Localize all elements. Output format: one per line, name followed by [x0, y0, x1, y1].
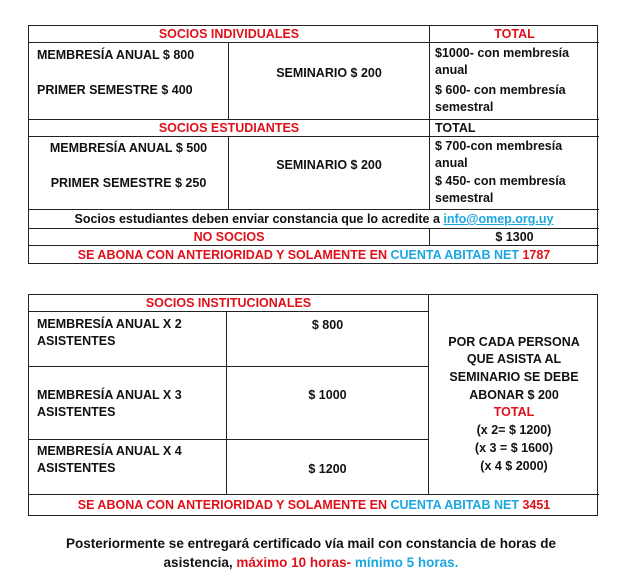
institutional-row-4-label-b: ASISTENTES	[37, 461, 116, 475]
student-total-semester: $ 450- con membresía	[435, 174, 566, 188]
individual-total-annual: $1000- con membresía	[435, 46, 570, 60]
institutional-row-4-price: $ 1200	[308, 462, 347, 476]
header-total-text: TOTAL	[494, 27, 535, 41]
pricing-table-individuals-students	[28, 25, 598, 264]
header-students-total	[430, 120, 599, 137]
certificate-notice-line-2	[0, 553, 622, 572]
payment-text-2: SE ABONA CON ANTERIORIDAD Y SOLAMENTE EN	[77, 498, 391, 512]
pricing-table-institutional	[28, 294, 598, 516]
institutional-row-4-label-a: MEMBRESÍA ANUAL X 4	[37, 444, 182, 458]
individual-first-semester: PRIMER SEMESTRE $ 400	[37, 83, 193, 97]
non-members-label: NO SOCIOS	[193, 230, 265, 244]
individual-seminar-price: SEMINARIO $ 200	[276, 66, 382, 80]
side-info-x2: (x 2= $ 1200)	[476, 423, 552, 437]
institutional-row-3-label-b: ASISTENTES	[37, 405, 116, 419]
institutional-row-4-price-cell	[227, 440, 429, 495]
non-members-price: $ 1300	[495, 230, 534, 244]
institutional-side-info	[429, 295, 599, 495]
institutional-row-3-price: $ 1000	[308, 388, 347, 402]
side-info-x3: (x 3 = $ 1600)	[474, 441, 554, 455]
individual-total-semester-cont: semestral	[435, 100, 494, 114]
payment-number-2: 3451	[522, 498, 551, 512]
max-hours-text: máximo 10 horas	[236, 555, 347, 570]
student-fees-cell	[29, 137, 229, 210]
student-total-annual: $ 700-con membresía	[435, 139, 563, 153]
payment-row-1	[29, 246, 599, 264]
institutional-row-3-label-a: MEMBRESÍA ANUAL X 3	[37, 388, 182, 402]
header-students-total-text: TOTAL	[435, 121, 476, 135]
students-note-text: Socios estudiantes deben enviar constancia que lo acredite a	[74, 212, 444, 226]
non-members-price-cell	[430, 229, 599, 246]
payment-account-2: CUENTA ABITAB NET	[390, 498, 523, 512]
certificate-notice	[0, 534, 622, 572]
certificate-notice-line-1: Posteriormente se entregará certificado vía mail con constancia de horas de	[66, 536, 556, 551]
student-seminar-price: SEMINARIO $ 200	[276, 158, 382, 172]
header-socios-institucionales-text: SOCIOS INSTITUCIONALES	[145, 296, 312, 310]
non-members-label-cell	[29, 229, 430, 246]
payment-number-1: 1787	[522, 248, 551, 262]
institutional-row-2-label-a: MEMBRESÍA ANUAL X 2	[37, 317, 182, 331]
institutional-row-2-label	[29, 312, 227, 367]
students-note-row	[29, 210, 599, 229]
header-socios-individuales-text: SOCIOS INDIVIDUALES	[158, 27, 300, 41]
student-total-annual-cont: anual	[435, 156, 468, 170]
payment-text-1: SE ABONA CON ANTERIORIDAD Y SOLAMENTE EN	[77, 248, 391, 262]
min-hours-text: mínimo 5 horas.	[354, 555, 459, 570]
student-annual-membership: MEMBRESÍA ANUAL $ 500	[49, 141, 208, 155]
students-email-link[interactable]: info@omep.org.uy	[443, 212, 554, 226]
side-info-line-3: SEMINARIO SE DEBE	[449, 370, 579, 384]
side-info-x4: (x 4 $ 2000)	[480, 459, 548, 473]
institutional-row-2-label-b: ASISTENTES	[37, 334, 116, 348]
header-socios-individuales	[29, 26, 430, 43]
individual-fees-cell	[29, 43, 229, 120]
institutional-row-3-label	[29, 367, 227, 440]
individual-total-annual-cont: anual	[435, 63, 468, 77]
payment-account-1: CUENTA ABITAB NET	[390, 248, 523, 262]
side-info-total: TOTAL	[493, 405, 535, 419]
institutional-row-4-label	[29, 440, 227, 495]
side-info-line-4: ABONAR $ 200	[469, 388, 559, 402]
header-socios-institucionales	[29, 295, 429, 312]
student-first-semester: PRIMER SEMESTRE $ 250	[50, 176, 207, 190]
header-total	[430, 26, 599, 43]
student-total-semester-cont: semestral	[435, 191, 494, 205]
student-seminar-cell	[229, 137, 430, 210]
individual-annual-membership: MEMBRESÍA ANUAL $ 800	[37, 48, 195, 62]
payment-row-2	[29, 495, 599, 516]
student-total-cell	[430, 137, 599, 210]
individual-total-cell	[430, 43, 599, 120]
institutional-row-2-price-cell	[227, 312, 429, 367]
individual-seminar-cell	[229, 43, 430, 120]
hours-separator: -	[346, 555, 355, 570]
individual-total-semester: $ 600- con membresía	[435, 83, 566, 97]
institutional-row-2-price: $ 800	[311, 318, 344, 332]
side-info-line-1: POR CADA PERSONA	[448, 335, 580, 349]
header-socios-estudiantes-text: SOCIOS ESTUDIANTES	[158, 121, 300, 135]
header-socios-estudiantes	[29, 120, 430, 137]
certificate-notice-text: asistencia,	[163, 555, 237, 570]
institutional-row-3-price-cell	[227, 367, 429, 440]
side-info-line-2: QUE ASISTA AL	[466, 352, 562, 366]
